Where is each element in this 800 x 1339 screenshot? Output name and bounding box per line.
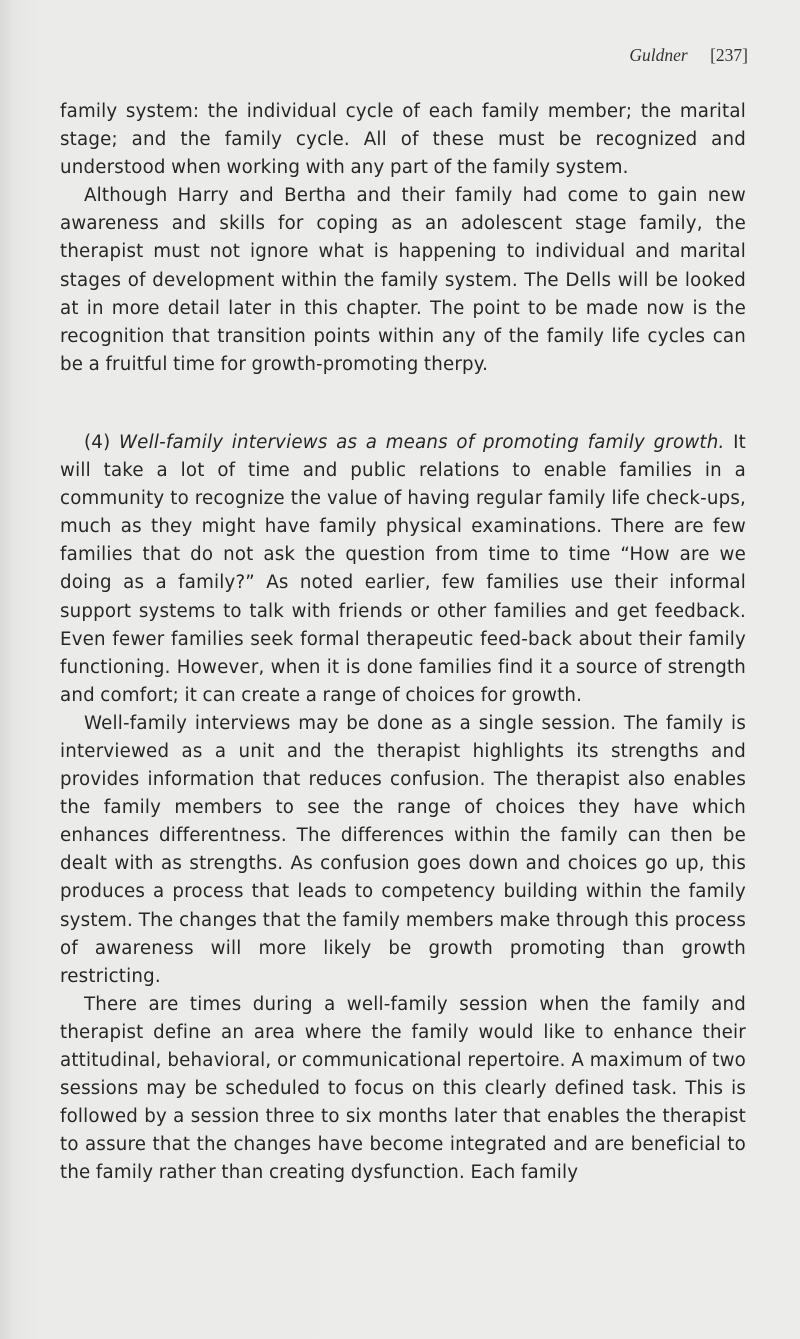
running-header xyxy=(629,45,748,66)
body-text xyxy=(60,98,746,1187)
section-number: (4) xyxy=(84,431,111,453)
paragraph-dells: Although Harry and Bertha and their family had come to gain new awareness and skills for coping as an adolescent stage family, the therapist must not ignore what is happening to individual and marital stages of development within the family system. The Dells will be looked at in more detail later in this chapter. The point to be made now is the recognition that transition points within any of the family life cycles can be a fruitful time for growth-promoting therpy. xyxy=(60,185,746,375)
section-body: It will take a lot of time and public relations to enable families in a community to recognize the value of having regular family life check-ups, much as they might have family physical examinations. There are few families that do not ask the question from time to time “How are we doing as a family?” As noted earlier, few families use their informal support systems to talk with friends or other families and get feedback. Even fewer families seek formal therapeutic feed-back about their family functioning. However, when it is done families find it a source of strength and comfort; it can create a range of choices for growth. xyxy=(60,431,746,706)
running-head-author: Guldner xyxy=(629,45,688,65)
paragraph-well-family-intro xyxy=(60,429,746,710)
paragraph-sessions: There are times during a well-family session when the family and therapist define an area where the family would like to enhance their attitudinal, behavioral, or communicational repertoire. A maximum of two sessions may be scheduled to focus on this clearly defined task. This is followed by a session three to six months later that enables the therapist to assure that the changes have become integrated and are beneficial to the family rather than creating dysfunction. Each family xyxy=(60,993,746,1184)
paragraph-continued: family system: the individual cycle of each family member; the marital stage; and the family cycle. All of these must be recognized and understood when working with any part of the family system. xyxy=(60,101,746,179)
page-number: [237] xyxy=(710,45,748,65)
paragraph-single-session: Well-family interviews may be done as a single session. The family is interviewed as a unit and the therapist highlights its strengths and provides information that reduces confusion. The therapist also enables the family members to see the range of choices they have which enhances differentness. The differences within the family can then be dealt with as strengths. As confusion goes down and choices go up, this produces a process that leads to competency building within the family system. The changes that the family members make through this process of awareness will more likely be growth promoting than growth restricting. xyxy=(60,712,746,987)
section-heading: Well-family interviews as a means of promoting family growth. xyxy=(119,431,725,453)
